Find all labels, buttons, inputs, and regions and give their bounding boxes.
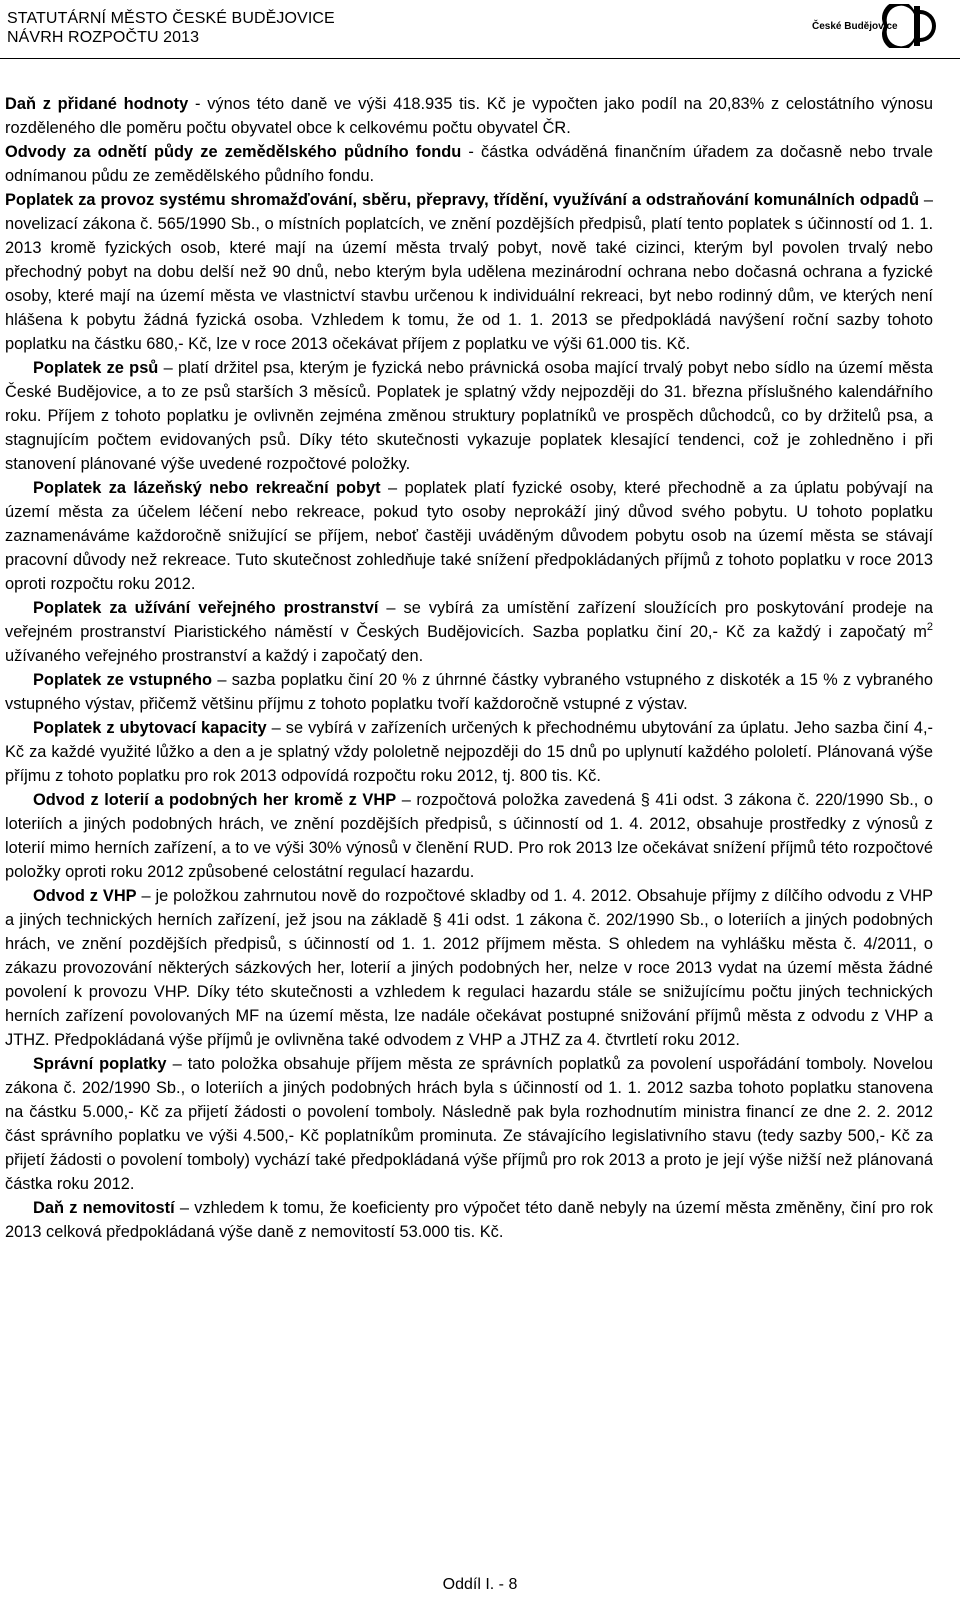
paragraph-lottery-levy: Odvod z loterií a podobných her kromě z VHP – rozpočtová položka zavedená § 41i odst. 3 zákona č. 220/1990 Sb., o loteriích a jiných podobných hrách, ve znění pozdějších předpisů, s účinností od 1. 4. 2012, obsahuje prostředky z výnosů z loterií mimo herních zařízení, a to ve výši 30% výnosů v členění RUD. Pro rok 2013 lze očekávat snížení příjmů této rozpočtové položky oproti roku 2012 způsobené celostátní regulací hazardu.: [5, 791, 934, 881]
city-logo: [812, 4, 954, 48]
paragraph-spa-fee: Poplatek za lázeňský nebo rekreační pobyt – poplatek platí fyzické osoby, které přechodně a za úplatu pobývají na území města za účelem léčení nebo rekreace, pokud tyto osoby neprokáží jiný důvod svého pobytu. U tohoto poplatku zaznamenáváme každoročně snižující se příjem, neboť častěji uváděným důvodem pobytu osob na území města se stávají pracovní důvody než rekreace. Tuto skutečnost zohledňuje také snížení předpokládaných příjmů z tohoto poplatku v roce 2013 oproti rozpočtu roku 2012.: [5, 479, 933, 593]
page-number: Oddíl I. - 8: [442, 1576, 518, 1593]
page-header: [0, 0, 960, 70]
paragraph-vhp-levy: Odvod z VHP – je položkou zahrnutou nově do rozpočtové skladby od 1. 4. 2012. Obsahuje příjmy z dílčího odvodu z VHP a jiných technických herních zařízení, jež jsou na základě § 41i odst. 1 zákona č. 202/1990 Sb., o loteriích a jiných podobných hrách, ve znění pozdějších předpisů, s účinností od 1. 1. 2012 příjmem města. S ohledem na vyhlášku města č. 4/2011, o zákazu provozování některých sázkových her, loterií a jiných podobných her, nelze v roce 2013 vydat na území města žádné povolení k provozu VHP. Díky této skutečnosti a vzhledem k regulaci hazardu stále se snižujícímu počtu jiných technických herních zařízení povolovaných MF na území města, lze nadále očekávat postupné snižování příjmů města z odvodu z VHP a JTHZ. Předpokládaná výše příjmů je ovlivněna také odvodem z VHP a JTHZ za 4. čtvrtletí roku 2012.: [5, 887, 934, 1049]
paragraph-vat: Daň z přidané hodnoty - výnos této daně ve výši 418.935 tis. Kč je vypočten jako podíl na 20,83% z celostátního výnosu rozděleného dle poměru počtu obyvatel obce k celkovému počtu obyvatel ČR.: [5, 95, 933, 137]
header-title-block: [7, 9, 335, 47]
paragraph-property-tax: Daň z nemovitostí – vzhledem k tomu, že koeficienty pro výpočet této daně nebyly na území města změněny, činí pro rok 2013 celková předpokládaná výše daně z nemovitostí 53.000 tis. Kč.: [5, 1199, 933, 1241]
paragraph-land-levy: Odvody za odnětí půdy ze zemědělského půdního fondu - částka odváděná finančním úřadem za dočasně nebo trvale odnímanou půdu ze zemědělského půdního fondu.: [5, 143, 933, 185]
paragraph-dog-fee: Poplatek ze psů – platí držitel psa, kterým je fyzická nebo právnická osoba mající trvalý pobyt nebo sídlo na území města České Budějovice, a to ze psů starších 3 měsíců. Poplatek je splatný vždy nejpozději do 31. března příslušného kalendářního roku. Příjem z tohoto poplatku je ovlivněn zejména změnou struktury poplatníků ve prospěch důchodců, co by držitelů psa, a stagnujícím počtem evidovaných psů. Díky této skutečnosti vykazuje poplatek klesající tendenci, což je zohledněno i při stanovení plánované výše uvedené rozpočtové položky.: [5, 359, 933, 473]
paragraph-admin-fees: Správní poplatky – tato položka obsahuje příjem města ze správních poplatků za povolení uspořádání tomboly. Novelou zákona č. 202/1990 Sb., o loteriích a jiných podobných hrách byla s účinností od 1. 1. 2012 sazba tohoto poplatku stanovena na částku 5.000,- Kč za přijetí žádosti o povolení tomboly. Následně pak byla rozhodnutím ministra financí ze dne 2. 2. 2012 část správního poplatku ve výši 4.500,- Kč poplatníkům prominuta. Ze stávajícího legislativního stavu (tedy sazby 500,- Kč za přijetí žádosti o povolení tomboly) vychází také předpokládaná výše příjmů pro rok 2013 a proto je její výše nižší než plánovaná částka roku 2012.: [5, 1055, 933, 1193]
paragraph-accommodation-fee: Poplatek z ubytovací kapacity – se vybírá v zařízeních určených k přechodnému ubytování za úplatu. Jeho sazba činí 4,- Kč za každé využité lůžko a den a je splatný vždy pololetně nejpozději do 15 dnů po uplynutí každého pololetí. Plánovaná výše příjmu z tohoto poplatku pro rok 2013 odpovídá rozpočtu roku 2012, tj. 800 tis. Kč.: [5, 719, 933, 785]
paragraph-admission-fee: Poplatek ze vstupného – sazba poplatku činí 20 % z úhrnné částky vybraného vstupného z diskoték a 15 % z vybraného vstupného výstav, přičemž většinu příjmu z tohoto poplatku tvoří každoročně vstupné z výstav.: [5, 671, 933, 713]
logo-label: České Budějovice: [812, 21, 898, 32]
paragraph-waste-fee: Poplatek za provoz systému shromažďování, sběru, přepravy, třídění, využívání a odstraňování komunálních odpadů – novelizací zákona č. 565/1990 Sb., o místních poplatcích, ve znění pozdějších předpisů, platí tento poplatek s účinností od 1. 1. 2013 kromě fyzických osob, které mají na území města trvalý pobyt, nově také cizinci, kterým byl povolen trvalý nebo přechodný pobyt na dobu delší než 90 dnů, nebo kterým byla udělena mezinárodní ochrana nebo dočasná ochrana a fyzické osoby, které mají na území města ve vlastnictví stavbu určenou k individuální rekreaci, byt nebo rodinný dům, ve kterých není hlášena k pobytu žádná fyzická osoba. Vzhledem k tomu, že od 1. 1. 2013 se předpokládá navýšení roční sazby tohoto poplatku na částku 680,- Kč, lze v roce 2013 očekávat příjem z poplatku ve výši 61.000 tis. Kč.: [5, 191, 934, 353]
document-body: [5, 92, 933, 1244]
header-document: NÁVRH ROZPOČTU 2013: [7, 29, 200, 46]
city-emblem-icon: [874, 4, 944, 48]
header-rule: [0, 58, 960, 59]
paragraph-public-space-fee: Poplatek za užívání veřejného prostranství – se vybírá za umístění zařízení sloužících pro poskytování prodeje na veřejném prostranství Piaristického náměstí v Českých Budějovicích. Sazba poplatku činí 20,- Kč za každý i započatý $m^2$ užívaného veřejného prostranství a každý i započatý den.: [5, 599, 933, 665]
header-city: STATUTÁRNÍ MĚSTO ČESKÉ BUDĚJOVICE: [7, 10, 335, 27]
